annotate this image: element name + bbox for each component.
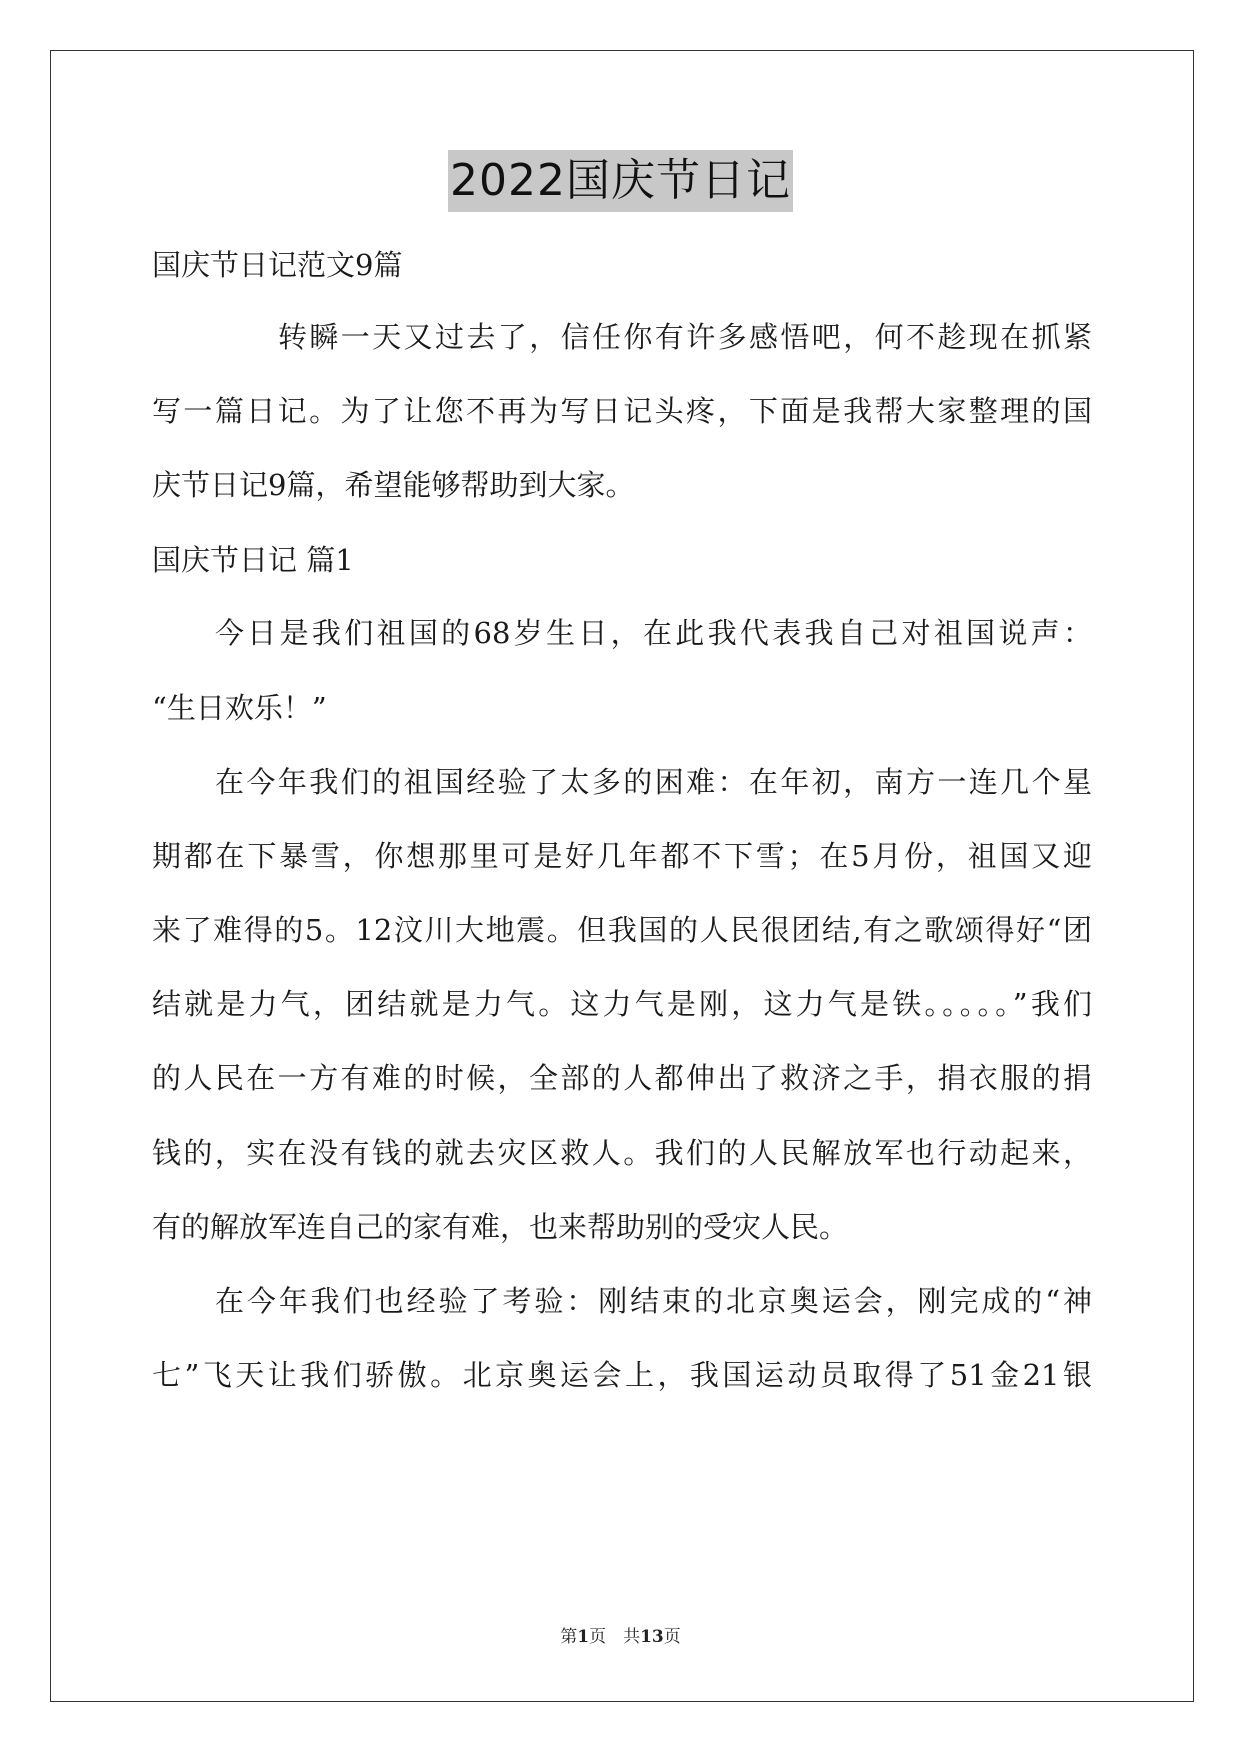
paragraph-line: 转瞬一天又过去了，信任你有许多感悟吧，何不趁现在抓紧 — [278, 320, 1092, 354]
paragraph-line: 在今年我们的祖国经验了太多的困难：在年初，南方一连几个星 — [215, 765, 1092, 799]
page-footer — [0, 1622, 1241, 1647]
footer-page-suffix: 页 — [663, 1627, 681, 1647]
paragraph-line: 有的解放军连自己的家有难，也来帮助别的受灾人民。 — [152, 1210, 849, 1244]
paragraph-line: 在今年我们也经验了考验：刚结束的北京奥运会，刚完成的“神 — [215, 1284, 1092, 1318]
paragraph-line: 庆节日记9篇，希望能够帮助到大家。 — [152, 468, 635, 502]
page-border — [50, 50, 1194, 1702]
subtitle-line: 国庆节日记范文9篇 — [152, 248, 403, 282]
footer-page-total: 13 — [640, 1627, 664, 1647]
paragraph-line: 七”飞天让我们骄傲。北京奥运会上，我国运动员取得了51金21银 — [152, 1358, 1092, 1392]
footer-page-prefix: 第 — [560, 1627, 578, 1647]
paragraph-line: 写一篇日记。为了让您不再为写日记头疼，下面是我帮大家整理的国 — [152, 394, 1092, 428]
section-heading: 国庆节日记 篇1 — [152, 543, 354, 577]
paragraph-line: “生日欢乐！” — [152, 691, 327, 725]
title-wrap — [0, 150, 1241, 212]
paragraph-line: 今日是我们祖国的68岁生日，在此我代表我自己对祖国说声： — [215, 616, 1092, 650]
footer-page-current: 1 — [577, 1627, 590, 1647]
paragraph-line: 结就是力气，团结就是力气。这力气是刚，这力气是铁。。。。。”我们 — [152, 987, 1092, 1021]
document-title: 2022国庆节日记 — [448, 150, 793, 212]
paragraph-line: 钱的，实在没有钱的就去灾区救人。我们的人民解放军也行动起来， — [152, 1136, 1092, 1170]
paragraph-line: 的人民在一方有难的时候，全部的人都伸出了救济之手，捐衣服的捐 — [152, 1061, 1092, 1095]
paragraph-line: 来了难得的5。12汶川大地震。但我国的人民很团结,有之歌颂得好“团 — [152, 913, 1092, 947]
footer-page-mid: 页 共 — [589, 1627, 641, 1647]
paragraph-line: 期都在下暴雪，你想那里可是好几年都不下雪；在5月份，祖国又迎 — [152, 839, 1092, 873]
